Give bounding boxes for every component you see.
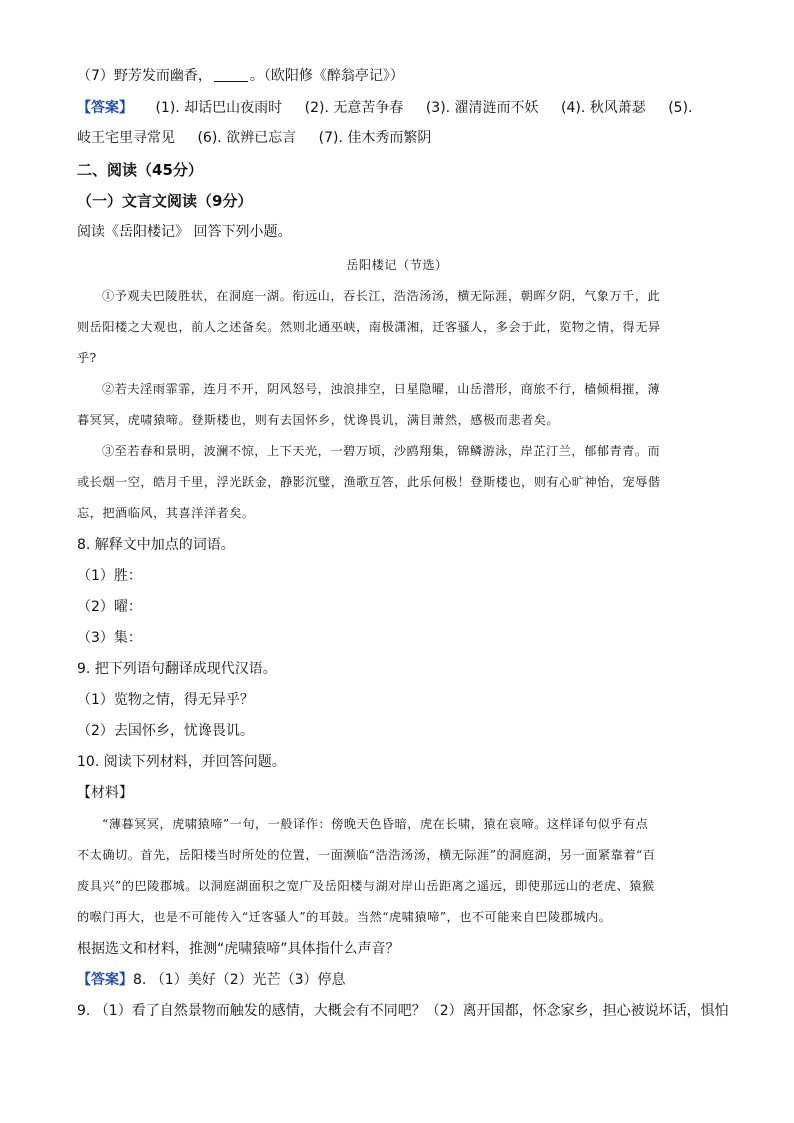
answer-label: 【答案】 bbox=[77, 100, 133, 116]
question-9-stem: 9. 把下列语句翻译成现代汉语。 bbox=[77, 661, 277, 677]
question-8-stem: 8. 解释文中加点的词语。 bbox=[77, 537, 235, 553]
passage-line: 则岳阳楼之大观也，前人之述备矣。然则北通巫峡，南极潇湘，迁客骚人，多会于此，览物之情，得无异 bbox=[77, 320, 661, 334]
material-line: 的喉门再大，也是不可能传入“迁客骚人”的耳鼓。当然“虎啸猿啼”，也不可能来自巴陵郡城内。 bbox=[77, 910, 612, 924]
answer-2: (2). 无意苦争春 bbox=[304, 100, 404, 116]
material-label: 【材料】 bbox=[77, 785, 133, 801]
question-7-suffix: 。（欧阳修《醉翁亭记》） bbox=[249, 68, 404, 84]
question-9-item: （2）去国怀乡，忧谗畏讥。 bbox=[77, 723, 254, 739]
answer-4: (4). 秋风萧瑟 bbox=[561, 100, 646, 116]
material-line: 废具兴”的巴陵郡城。以洞庭湖面积之宽广及岳阳楼与湖对岸山岳距离之遥远，即使那远山的老虎、猿猴 bbox=[77, 879, 655, 893]
question-8-item: （1）胜： bbox=[77, 568, 142, 584]
answer-3: (3). 濯清涟而不妖 bbox=[425, 100, 539, 116]
question-10-stem: 10. 阅读下列材料，并回答问题。 bbox=[77, 754, 286, 770]
passage-line: 暮冥冥，虎啸猿啼。登斯楼也，则有去国怀乡，忧谗畏讥，满目萧然，感极而悲者矣。 bbox=[77, 413, 560, 427]
passage-line: 忘，把酒临风，其喜洋洋者矣。 bbox=[77, 506, 255, 520]
answer-5-number: (5). bbox=[668, 100, 693, 116]
material-line: “薄暮冥冥，虎啸猿啼”一句，一般译作：傍晚天色昏暗，虎在长啸，猿在哀啼。这样译句似乎有点 bbox=[102, 817, 649, 831]
question-9-item: （1）览物之情，得无异乎？ bbox=[77, 692, 254, 708]
passage-line: ①予观夫巴陵胜状，在洞庭一湖。衔远山，吞长江，浩浩汤汤，横无际涯，朝晖夕阴，气象万千，此 bbox=[102, 289, 661, 303]
question-7 bbox=[77, 66, 724, 86]
passage-line: ③至若春和景明，波澜不惊，上下天光，一碧万顷，沙鸥翔集，锦鳞游泳，岸芷汀兰，郁郁青青。而 bbox=[102, 444, 661, 458]
answer-block-1 bbox=[77, 98, 724, 118]
section-heading-reading: 二、阅读（45分） bbox=[77, 161, 203, 179]
passage-line: ②若夫淫雨霏霏，连月不开，阴风怒号，浊浪排空，日星隐曜，山岳潜形，商旅不行，樯倾楫摧，薄 bbox=[102, 382, 661, 396]
reading-intro: 阅读《岳阳楼记》 回答下列小题。 bbox=[77, 224, 292, 240]
answer-7: (7). 佳木秀而繁阴 bbox=[318, 130, 432, 146]
subsection-heading-classical: （一）文言文阅读（9分） bbox=[77, 192, 253, 210]
answer-1: (1). 却话巴山夜雨时 bbox=[155, 100, 283, 116]
question-10-prompt: 根据选文和材料，推测“虎啸猿啼”具体指什么声音？ bbox=[77, 941, 400, 957]
answer-block-1-continued bbox=[77, 128, 724, 148]
answer-5-text: 岐王宅里寻常见 bbox=[77, 130, 175, 146]
answer-6: (6). 欲辨已忘言 bbox=[197, 130, 297, 146]
fill-blank[interactable] bbox=[214, 67, 248, 82]
answer-label: 【答案】 bbox=[77, 972, 133, 988]
passage-title: 岳阳楼记（节选） bbox=[346, 258, 448, 272]
answer-8: 8. （1）美好（2）光芒（3）停息 bbox=[133, 972, 346, 988]
question-7-prefix: （7）野芳发而幽香， bbox=[77, 68, 212, 84]
answer-block-2 bbox=[77, 970, 724, 990]
answer-9: 9. （1）看了自然景物而触发的感情，大概会有不同吧？（2）离开国都，怀念家乡，担心被说坏话，惧怕 bbox=[77, 1003, 729, 1019]
material-line: 不太确切。首先，岳阳楼当时所处的位置，一面濒临“浩浩汤汤，横无际涯”的洞庭湖，另一面紧靠着“百 bbox=[77, 848, 656, 862]
question-8-item: （2）曜： bbox=[77, 599, 142, 615]
question-8-item: （3）集： bbox=[77, 630, 142, 646]
passage-line: 或长烟一空，皓月千里，浮光跃金，静影沉璧，渔歌互答，此乐何极！登斯楼也，则有心旷神怡，宠辱偕 bbox=[77, 475, 661, 489]
passage-line: 乎? bbox=[77, 351, 97, 365]
